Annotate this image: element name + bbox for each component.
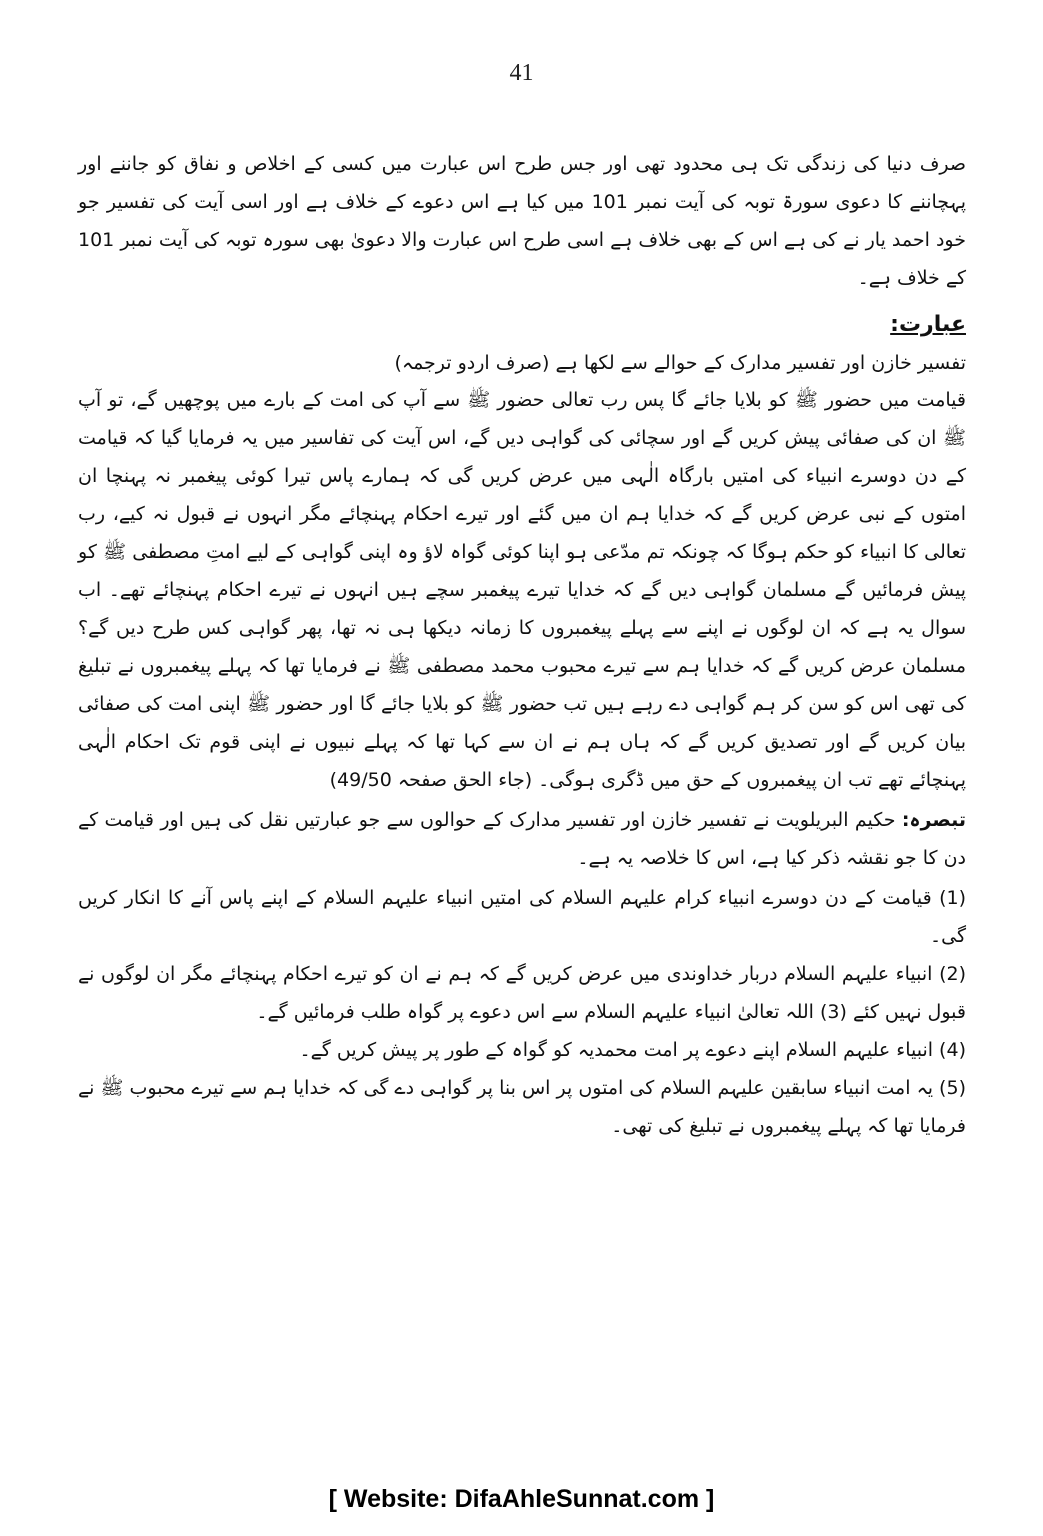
summary-point-5: (5) یہ امت انبیاء سابقین علیہم السلام کی امتوں پر اس بنا پر گواہی دے گی کہ خدایا ہم سے تیرے محبوب ﷺ نے فرمایا تھا کہ پہلے پیغمبروں نے تبلیغ کی تھی۔ [78,1077,966,1137]
summary-point-4: (4) انبیاء علیہم السلام اپنے دعوے پر امت محمدیہ کو گواہ کے طور پر پیش کریں گے۔ [299,1039,966,1061]
quote-paragraph: قیامت میں حضور ﷺ کو بلایا جائے گا پس رب تعالی حضور ﷺ سے آپ کی امت کے بارے میں پوچھیں گے، تو آپ ﷺ ان کی صفائی پیش کریں گے اور سچائی کی گواہی دیں گے، اس آیت کی تفاسیر میں یہ فرمایا گیا کہ قیامت کے دن دوسرے انبیاء کی امتیں بارگاہ الٰہی میں عرض کریں گی کہ ہمارے پاس تیرا کوئی پیغمبر نہ پہنچا ان امتوں کے نبی عرض کریں گے کہ خدایا ہم ان میں گئے اور تیرے احکام پہنچائے مگر انہوں نے قبول نہ کیے، رب تعالی کا انبیاء کو حکم ہوگا کہ چونکہ تم مدّعی ہو اپنا کوئی گواہ لاؤ وہ اپنی گواہی کے لیے امتِ مصطفی ﷺ کو پیش فرمائیں گے مسلمان گواہی دیں گے کہ خدایا تیرے پیغمبر سچے ہیں انہوں نے تیرے احکام پہنچائے تھے۔ اب سوال یہ ہے کہ ان لوگوں نے اپنے سے پہلے پیغمبروں کا زمانہ دیکھا ہی نہ تھا، پھر گواہی کس طرح دیں گے؟ مسلمان عرض کریں گے کہ خدایا ہم سے تیرے محبوب محمد مصطفی ﷺ نے فرمایا تھا کہ پہلے پیغمبروں نے تبلیغ کی تھی اس کو سن کر ہم گواہی دے رہے ہیں تب حضور ﷺ کو بلایا جائے گا اور حضور ﷺ اپنی امت کی صفائی بیان کریں گے اور تصدیق کریں گے کہ ہاں ہم نے ان سے کہا تھا کہ پہلے نبیوں نے اپنی قوم تک احکام الٰہی پہنچائے تھے تب ان پیغمبروں کے حق میں ڈگری ہوگی۔ (جاء الحق صفحہ 49/50) [78,389,966,791]
review-text: حکیم البریلویت نے تفسیر خازن اور تفسیر مدارک کے حوالوں سے جو عبارتیں نقل کی ہیں اور قیامت کے دن کا جو نقشہ ذکر کیا ہے، اس کا خلاصہ یہ ہے۔ [78,809,966,869]
summary-point-2: (2) انبیاء علیہم السلام دربار خداوندی میں عرض کریں گے کہ ہم نے ان کو تیرے احکام پہنچائے مگر ان لوگوں نے قبول نہیں کئے (3) اللہ تعالیٰ انبیاء علیہم السلام سے اس دعوے پر گواہ طلب فرمائیں گے۔ [78,963,966,1023]
page-content [78,145,966,1145]
intro-paragraph: صرف دنیا کی زندگی تک ہی محدود تھی اور جس طرح اس عبارت میں کسی کے اخلاص و نفاق کو جاننے اور پہچاننے کا دعوی سورۃ توبہ کی آیت نمبر 101 میں کیا ہے اس دعوے کے خلاف ہے اور اسی آیت کی تفسیر جو خود احمد یار نے کی ہے اس کے بھی خلاف ہے اسی طرح اس عبارت والا دعویٰ بھی سورہ توبہ کی آیت نمبر 101 کے خلاف ہے۔ [78,153,966,289]
review-label: تبصرہ: [901,809,966,831]
website-footer: [ Website: DifaAhleSunnat.com ] [328,1485,715,1513]
review-paragraph [78,801,966,877]
section-heading: عبارت: [890,312,966,337]
summary-point-1: (1) قیامت کے دن دوسرے انبیاء کرام علیہم السلام کی امتیں انبیاء علیہم السلام کے اپنے پاس آنے کا انکار کریں گی۔ [78,887,966,947]
source-line: تفسیر خازن اور تفسیر مدارک کے حوالے سے لکھا ہے (صرف اردو ترجمہ) [394,352,966,374]
page-number: 41 [509,60,534,86]
